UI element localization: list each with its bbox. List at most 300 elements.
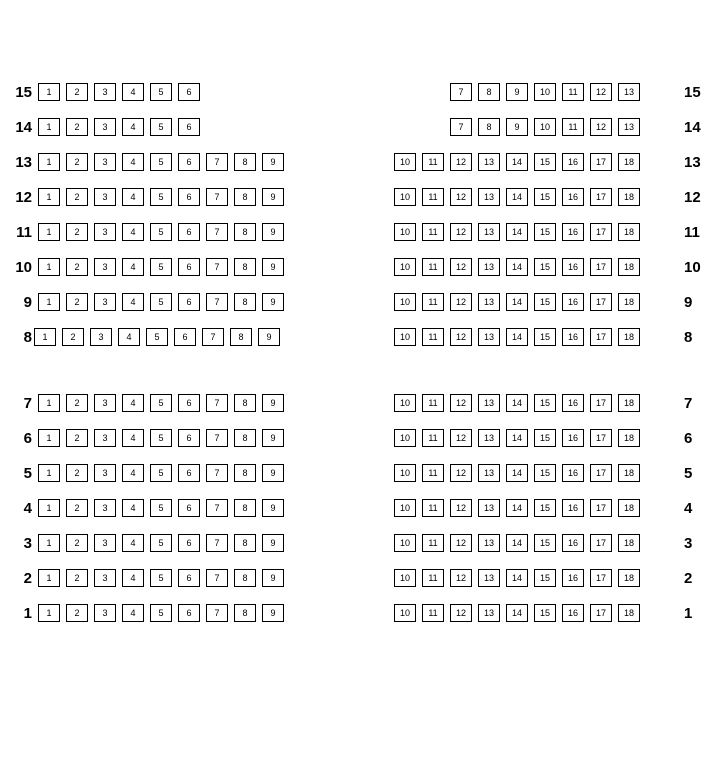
seat[interactable]: 8 <box>234 464 256 482</box>
seat[interactable]: 1 <box>38 464 60 482</box>
seat[interactable]: 7 <box>206 258 228 276</box>
seat[interactable]: 17 <box>590 569 612 587</box>
seat[interactable]: 16 <box>562 223 584 241</box>
seat[interactable]: 10 <box>394 604 416 622</box>
seat-row <box>0 569 720 589</box>
seat[interactable]: 17 <box>590 328 612 346</box>
seat[interactable]: 8 <box>234 569 256 587</box>
seat[interactable]: 15 <box>534 394 556 412</box>
seat[interactable]: 16 <box>562 464 584 482</box>
seat-row <box>0 83 720 103</box>
seat[interactable]: 5 <box>146 328 168 346</box>
seat[interactable]: 11 <box>422 258 444 276</box>
seat[interactable]: 12 <box>590 83 612 101</box>
seat[interactable]: 7 <box>206 569 228 587</box>
row-label-right: 4 <box>684 500 693 517</box>
seat[interactable]: 12 <box>450 499 472 517</box>
seat[interactable]: 13 <box>478 328 500 346</box>
seat[interactable]: 12 <box>590 118 612 136</box>
seat[interactable]: 17 <box>590 188 612 206</box>
seat[interactable]: 12 <box>450 258 472 276</box>
row-label-left: 4 <box>23 500 32 517</box>
seat[interactable]: 5 <box>150 258 172 276</box>
seat[interactable]: 18 <box>618 429 640 447</box>
seat[interactable]: 1 <box>38 293 60 311</box>
seat[interactable]: 13 <box>478 534 500 552</box>
seat[interactable]: 11 <box>422 223 444 241</box>
row-label-right: 11 <box>684 224 700 241</box>
row-label-left: 8 <box>23 329 32 346</box>
seat[interactable]: 13 <box>478 188 500 206</box>
seat[interactable]: 6 <box>178 604 200 622</box>
row-label-right: 6 <box>684 430 693 447</box>
seat[interactable]: 2 <box>66 258 88 276</box>
seat[interactable]: 18 <box>618 258 640 276</box>
seat[interactable]: 3 <box>94 604 116 622</box>
seat[interactable]: 8 <box>234 534 256 552</box>
seat[interactable]: 8 <box>234 223 256 241</box>
seat[interactable]: 9 <box>262 293 284 311</box>
seat[interactable]: 11 <box>422 394 444 412</box>
seat[interactable]: 13 <box>478 293 500 311</box>
seat[interactable]: 16 <box>562 429 584 447</box>
seat[interactable]: 2 <box>66 153 88 171</box>
seat[interactable]: 11 <box>422 499 444 517</box>
seat-row <box>0 223 720 243</box>
seat[interactable]: 12 <box>450 328 472 346</box>
seat[interactable]: 5 <box>150 464 172 482</box>
seat[interactable]: 5 <box>150 429 172 447</box>
seat[interactable]: 15 <box>534 153 556 171</box>
seat-row <box>0 153 720 173</box>
seat[interactable]: 4 <box>122 604 144 622</box>
row-label-left: 7 <box>23 395 32 412</box>
seat[interactable]: 12 <box>450 223 472 241</box>
seat-row <box>0 534 720 554</box>
seat[interactable]: 10 <box>394 258 416 276</box>
seat[interactable]: 6 <box>174 328 196 346</box>
seat[interactable]: 10 <box>394 569 416 587</box>
seat[interactable]: 4 <box>122 293 144 311</box>
seat[interactable]: 13 <box>618 83 640 101</box>
seat[interactable]: 1 <box>34 328 56 346</box>
seat[interactable]: 3 <box>94 258 116 276</box>
seat[interactable]: 10 <box>534 83 556 101</box>
seat[interactable]: 9 <box>262 394 284 412</box>
seat[interactable]: 5 <box>150 293 172 311</box>
seat[interactable]: 15 <box>534 258 556 276</box>
row-label-left: 14 <box>15 119 32 136</box>
seat[interactable]: 4 <box>122 118 144 136</box>
seat[interactable]: 14 <box>506 293 528 311</box>
seat[interactable]: 17 <box>590 258 612 276</box>
seat[interactable]: 2 <box>66 569 88 587</box>
seat[interactable]: 15 <box>534 429 556 447</box>
seat[interactable]: 10 <box>394 328 416 346</box>
seat[interactable]: 2 <box>66 293 88 311</box>
seat[interactable]: 8 <box>234 293 256 311</box>
seat[interactable]: 15 <box>534 293 556 311</box>
seat[interactable]: 13 <box>478 394 500 412</box>
seat[interactable]: 14 <box>506 604 528 622</box>
seat[interactable]: 5 <box>150 223 172 241</box>
seat[interactable]: 1 <box>38 258 60 276</box>
seat[interactable]: 11 <box>422 534 444 552</box>
row-label-left: 3 <box>23 535 32 552</box>
seat[interactable]: 14 <box>506 153 528 171</box>
seat[interactable]: 6 <box>178 464 200 482</box>
seat[interactable]: 9 <box>262 153 284 171</box>
seat[interactable]: 2 <box>66 83 88 101</box>
seat[interactable]: 7 <box>206 394 228 412</box>
seat[interactable]: 1 <box>38 188 60 206</box>
seat[interactable]: 6 <box>178 258 200 276</box>
seat[interactable]: 1 <box>38 534 60 552</box>
seat[interactable]: 15 <box>534 223 556 241</box>
seat[interactable]: 4 <box>118 328 140 346</box>
row-label-left: 13 <box>15 154 32 171</box>
seat[interactable]: 9 <box>258 328 280 346</box>
seat[interactable]: 12 <box>450 188 472 206</box>
seat[interactable]: 6 <box>178 188 200 206</box>
seat[interactable]: 17 <box>590 499 612 517</box>
row-label-right: 2 <box>684 570 693 587</box>
seat[interactable]: 6 <box>178 293 200 311</box>
seat[interactable]: 18 <box>618 534 640 552</box>
seat[interactable]: 13 <box>478 569 500 587</box>
seat[interactable]: 11 <box>422 464 444 482</box>
seat-row <box>0 464 720 484</box>
seat[interactable]: 16 <box>562 153 584 171</box>
seat[interactable]: 17 <box>590 394 612 412</box>
seat[interactable]: 3 <box>90 328 112 346</box>
seat[interactable]: 13 <box>478 258 500 276</box>
seat[interactable]: 12 <box>450 429 472 447</box>
seat[interactable]: 16 <box>562 394 584 412</box>
seat[interactable]: 11 <box>422 153 444 171</box>
seat[interactable]: 3 <box>94 293 116 311</box>
seat[interactable]: 9 <box>262 499 284 517</box>
seat-row <box>0 429 720 449</box>
row-label-right: 8 <box>684 329 693 346</box>
seat[interactable]: 12 <box>450 604 472 622</box>
seat-row <box>0 118 720 138</box>
seat[interactable]: 15 <box>534 328 556 346</box>
seat[interactable]: 6 <box>178 153 200 171</box>
seat[interactable]: 6 <box>178 223 200 241</box>
seat[interactable]: 12 <box>450 569 472 587</box>
seat[interactable]: 8 <box>234 188 256 206</box>
seat[interactable]: 7 <box>206 604 228 622</box>
seat[interactable]: 3 <box>94 429 116 447</box>
seat[interactable]: 4 <box>122 499 144 517</box>
seat[interactable]: 10 <box>394 429 416 447</box>
seat[interactable]: 3 <box>94 499 116 517</box>
seat[interactable]: 14 <box>506 328 528 346</box>
seat[interactable]: 11 <box>422 188 444 206</box>
row-label-right: 1 <box>684 605 693 622</box>
seat[interactable]: 2 <box>66 223 88 241</box>
seat[interactable]: 12 <box>450 153 472 171</box>
seat[interactable]: 7 <box>206 293 228 311</box>
seat[interactable]: 7 <box>202 328 224 346</box>
seat[interactable]: 18 <box>618 293 640 311</box>
seat-row <box>0 188 720 208</box>
seat[interactable]: 4 <box>122 534 144 552</box>
seat[interactable]: 8 <box>478 118 500 136</box>
row-label-right: 9 <box>684 294 693 311</box>
seat[interactable]: 10 <box>394 188 416 206</box>
seat[interactable]: 13 <box>478 223 500 241</box>
seat[interactable]: 7 <box>206 464 228 482</box>
seat[interactable]: 3 <box>94 394 116 412</box>
seat[interactable]: 18 <box>618 394 640 412</box>
seat[interactable]: 2 <box>66 188 88 206</box>
seat[interactable]: 5 <box>150 499 172 517</box>
seat[interactable]: 5 <box>150 188 172 206</box>
seat[interactable]: 17 <box>590 293 612 311</box>
seat[interactable]: 4 <box>122 464 144 482</box>
seat[interactable]: 9 <box>262 604 284 622</box>
seat-row <box>0 394 720 414</box>
seat[interactable]: 15 <box>534 499 556 517</box>
row-label-right: 5 <box>684 465 693 482</box>
seat[interactable]: 1 <box>38 604 60 622</box>
seat[interactable]: 3 <box>94 153 116 171</box>
seat-row <box>0 328 720 348</box>
seat[interactable]: 17 <box>590 464 612 482</box>
seat[interactable]: 1 <box>38 118 60 136</box>
row-label-left: 9 <box>23 294 32 311</box>
row-label-left: 12 <box>15 189 32 206</box>
seat[interactable]: 3 <box>94 569 116 587</box>
seat[interactable]: 8 <box>234 499 256 517</box>
seat[interactable]: 14 <box>506 499 528 517</box>
seat[interactable]: 8 <box>234 604 256 622</box>
seat-row <box>0 604 720 624</box>
seat[interactable]: 2 <box>66 118 88 136</box>
seat[interactable]: 6 <box>178 118 200 136</box>
seat[interactable]: 14 <box>506 258 528 276</box>
seat[interactable]: 6 <box>178 394 200 412</box>
seat[interactable]: 16 <box>562 188 584 206</box>
seat[interactable]: 16 <box>562 569 584 587</box>
seat[interactable]: 12 <box>450 464 472 482</box>
seat[interactable]: 7 <box>450 118 472 136</box>
seat[interactable]: 15 <box>534 188 556 206</box>
seat[interactable]: 2 <box>66 499 88 517</box>
seat[interactable]: 1 <box>38 153 60 171</box>
seat[interactable]: 5 <box>150 118 172 136</box>
seat[interactable]: 16 <box>562 499 584 517</box>
seat[interactable]: 13 <box>478 464 500 482</box>
seat[interactable]: 7 <box>206 153 228 171</box>
seat[interactable]: 8 <box>230 328 252 346</box>
seat[interactable]: 5 <box>150 534 172 552</box>
seat[interactable]: 14 <box>506 223 528 241</box>
row-label-left: 1 <box>23 605 32 622</box>
seat[interactable]: 18 <box>618 188 640 206</box>
seat[interactable]: 11 <box>422 604 444 622</box>
seat[interactable]: 1 <box>38 499 60 517</box>
seat[interactable]: 13 <box>478 499 500 517</box>
seat[interactable]: 9 <box>262 534 284 552</box>
seat[interactable]: 16 <box>562 293 584 311</box>
seat[interactable]: 2 <box>66 534 88 552</box>
seat[interactable]: 10 <box>534 118 556 136</box>
seat[interactable]: 11 <box>562 83 584 101</box>
seat[interactable]: 2 <box>66 394 88 412</box>
seat[interactable]: 16 <box>562 328 584 346</box>
seat[interactable]: 11 <box>422 429 444 447</box>
seat[interactable]: 9 <box>262 188 284 206</box>
seat[interactable]: 18 <box>618 153 640 171</box>
seat[interactable]: 10 <box>394 394 416 412</box>
seat[interactable]: 3 <box>94 534 116 552</box>
seat[interactable]: 12 <box>450 394 472 412</box>
seat[interactable]: 8 <box>234 429 256 447</box>
seat[interactable]: 14 <box>506 464 528 482</box>
seat[interactable]: 9 <box>262 223 284 241</box>
seat[interactable]: 1 <box>38 569 60 587</box>
row-label-right: 10 <box>684 259 701 276</box>
seat[interactable]: 4 <box>122 394 144 412</box>
seat[interactable]: 7 <box>206 188 228 206</box>
row-label-right: 14 <box>684 119 701 136</box>
row-label-right: 13 <box>684 154 701 171</box>
seat[interactable]: 1 <box>38 83 60 101</box>
seat[interactable]: 11 <box>422 569 444 587</box>
seat[interactable]: 11 <box>562 118 584 136</box>
seat[interactable]: 6 <box>178 569 200 587</box>
seat[interactable]: 17 <box>590 429 612 447</box>
seat[interactable]: 10 <box>394 534 416 552</box>
seat[interactable]: 4 <box>122 188 144 206</box>
seat[interactable]: 6 <box>178 83 200 101</box>
seat[interactable]: 9 <box>262 569 284 587</box>
seat[interactable]: 17 <box>590 153 612 171</box>
seat[interactable]: 16 <box>562 604 584 622</box>
seat[interactable]: 14 <box>506 569 528 587</box>
seat[interactable]: 3 <box>94 188 116 206</box>
seat[interactable]: 13 <box>478 429 500 447</box>
seat[interactable]: 15 <box>534 569 556 587</box>
seat[interactable]: 18 <box>618 604 640 622</box>
row-label-left: 11 <box>16 224 32 241</box>
seat[interactable]: 3 <box>94 464 116 482</box>
row-label-right: 12 <box>684 189 701 206</box>
seat[interactable]: 5 <box>150 569 172 587</box>
seat[interactable]: 5 <box>150 604 172 622</box>
seat[interactable]: 16 <box>562 258 584 276</box>
seat[interactable]: 15 <box>534 534 556 552</box>
seat[interactable]: 10 <box>394 293 416 311</box>
seat[interactable]: 13 <box>478 604 500 622</box>
seat[interactable]: 4 <box>122 258 144 276</box>
seat[interactable]: 9 <box>506 118 528 136</box>
seat[interactable]: 8 <box>234 258 256 276</box>
seat[interactable]: 18 <box>618 569 640 587</box>
seat[interactable]: 6 <box>178 534 200 552</box>
seat[interactable]: 7 <box>206 429 228 447</box>
seat[interactable]: 3 <box>94 223 116 241</box>
row-label-right: 3 <box>684 535 693 552</box>
seat[interactable]: 3 <box>94 118 116 136</box>
seat-row <box>0 499 720 519</box>
seat[interactable]: 4 <box>122 83 144 101</box>
seat[interactable]: 8 <box>478 83 500 101</box>
seat[interactable]: 3 <box>94 83 116 101</box>
seat[interactable]: 8 <box>234 153 256 171</box>
seat[interactable]: 15 <box>534 464 556 482</box>
seat[interactable]: 11 <box>422 293 444 311</box>
seat[interactable]: 18 <box>618 223 640 241</box>
seat[interactable]: 8 <box>234 394 256 412</box>
seat[interactable]: 9 <box>262 464 284 482</box>
seat[interactable]: 1 <box>38 429 60 447</box>
seat[interactable]: 7 <box>206 534 228 552</box>
seat[interactable]: 14 <box>506 188 528 206</box>
seat[interactable]: 14 <box>506 534 528 552</box>
row-label-left: 2 <box>23 570 32 587</box>
seat[interactable]: 5 <box>150 153 172 171</box>
seat[interactable]: 16 <box>562 534 584 552</box>
row-label-left: 10 <box>15 259 32 276</box>
seat[interactable]: 10 <box>394 499 416 517</box>
seat[interactable]: 12 <box>450 534 472 552</box>
seat[interactable]: 2 <box>66 604 88 622</box>
seat[interactable]: 4 <box>122 429 144 447</box>
seat[interactable]: 9 <box>506 83 528 101</box>
seat[interactable]: 5 <box>150 394 172 412</box>
seat[interactable]: 9 <box>262 258 284 276</box>
seat[interactable]: 2 <box>62 328 84 346</box>
seat[interactable]: 17 <box>590 534 612 552</box>
seat[interactable]: 12 <box>450 293 472 311</box>
seat[interactable]: 14 <box>506 394 528 412</box>
seat[interactable]: 13 <box>618 118 640 136</box>
seat[interactable]: 1 <box>38 223 60 241</box>
seat[interactable]: 17 <box>590 604 612 622</box>
seat-row <box>0 258 720 278</box>
seat[interactable]: 10 <box>394 153 416 171</box>
seat[interactable]: 4 <box>122 569 144 587</box>
seat[interactable]: 14 <box>506 429 528 447</box>
seat[interactable]: 1 <box>38 394 60 412</box>
seat[interactable]: 17 <box>590 223 612 241</box>
seat[interactable]: 18 <box>618 464 640 482</box>
seat[interactable]: 10 <box>394 464 416 482</box>
seat[interactable]: 6 <box>178 499 200 517</box>
seat[interactable]: 6 <box>178 429 200 447</box>
seat[interactable]: 11 <box>422 328 444 346</box>
seat[interactable]: 18 <box>618 499 640 517</box>
seat[interactable]: 5 <box>150 83 172 101</box>
seat[interactable]: 13 <box>478 153 500 171</box>
seat[interactable]: 7 <box>206 223 228 241</box>
seat[interactable]: 7 <box>206 499 228 517</box>
seat[interactable]: 10 <box>394 223 416 241</box>
seat[interactable]: 2 <box>66 464 88 482</box>
seat[interactable]: 4 <box>122 153 144 171</box>
seat[interactable]: 7 <box>450 83 472 101</box>
seat[interactable]: 15 <box>534 604 556 622</box>
seat[interactable]: 18 <box>618 328 640 346</box>
seat[interactable]: 9 <box>262 429 284 447</box>
seat[interactable]: 4 <box>122 223 144 241</box>
seat-row <box>0 293 720 313</box>
seat[interactable]: 2 <box>66 429 88 447</box>
